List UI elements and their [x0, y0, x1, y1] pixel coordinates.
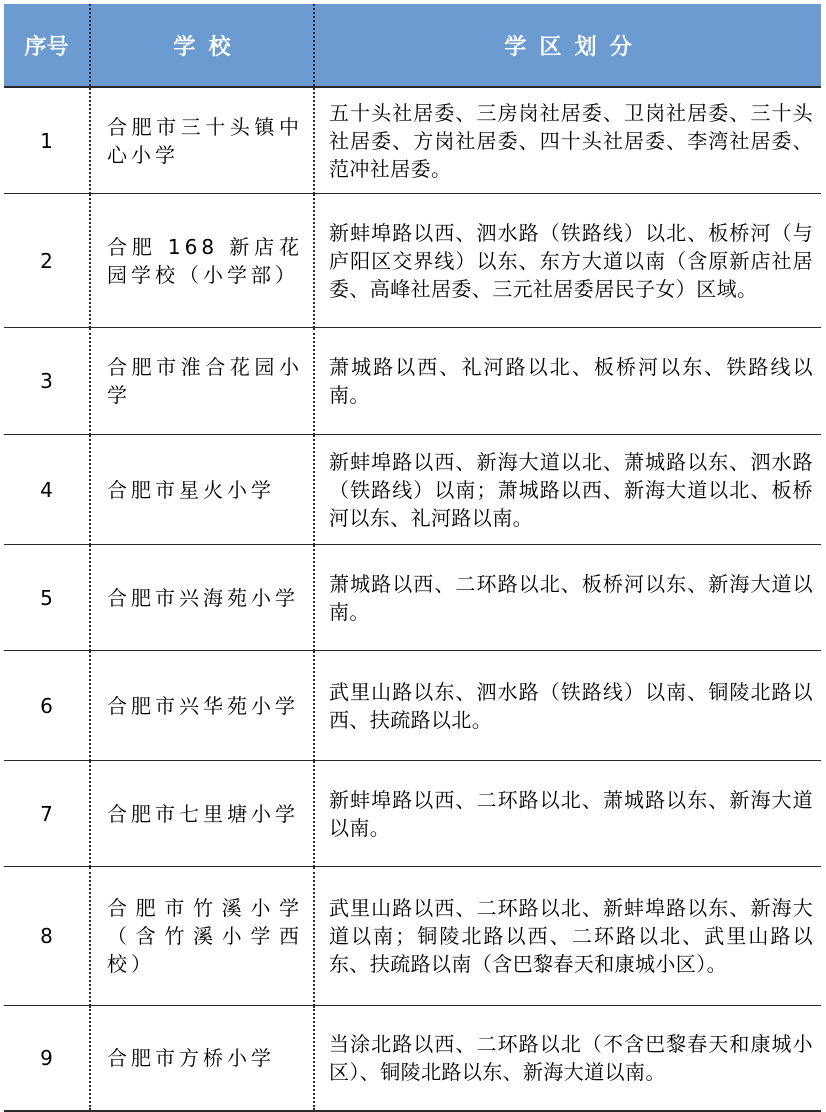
row-num: 9	[4, 1006, 90, 1112]
header-row	[4, 4, 821, 87]
row-area: 新蚌埠路以西、泗水路（铁路线）以北、板桥河（与庐阳区交界线）以东、东方大道以南（含原新店社居委、高峰社居委、三元社居委居民子女）区域。	[314, 194, 821, 328]
header-school: 学校	[90, 4, 314, 87]
header-area: 学区划分	[314, 4, 821, 87]
table-body	[4, 87, 821, 1111]
table-row	[4, 761, 821, 867]
row-area: 新蚌埠路以西、新海大道以北、萧城路以东、泗水路（铁路线）以南；萧城路以西、新海大道以北、板桥河以东、礼河路以南。	[314, 435, 821, 545]
table-row	[4, 651, 821, 761]
row-num: 5	[4, 545, 90, 651]
row-area: 当涂北路以西、二环路以北（不含巴黎春天和康城小区）、铜陵北路以东、新海大道以南。	[314, 1006, 821, 1112]
table-header	[4, 4, 821, 87]
row-num: 1	[4, 87, 90, 194]
row-school: 合肥市方桥小学	[90, 1006, 314, 1112]
row-school: 合肥市七里塘小学	[90, 761, 314, 867]
row-school: 合肥市兴华苑小学	[90, 651, 314, 761]
row-school: 合肥市淮合花园小学	[90, 328, 314, 435]
row-area: 萧城路以西、二环路以北、板桥河以东、新海大道以南。	[314, 545, 821, 651]
table-row	[4, 545, 821, 651]
table-row	[4, 194, 821, 328]
row-num: 7	[4, 761, 90, 867]
row-num: 2	[4, 194, 90, 328]
row-school: 合肥市兴海苑小学	[90, 545, 314, 651]
table-row	[4, 435, 821, 545]
school-district-table	[4, 4, 821, 1112]
table-row	[4, 1006, 821, 1112]
table-row	[4, 328, 821, 435]
header-num: 序号	[4, 4, 90, 87]
row-num: 8	[4, 867, 90, 1006]
row-area: 武里山路以东、泗水路（铁路线）以南、铜陵北路以西、扶疏路以北。	[314, 651, 821, 761]
row-area: 五十头社居委、三房岗社居委、卫岗社居委、三十头社居委、方岗社居委、四十头社居委、李湾社居委、范冲社居委。	[314, 87, 821, 194]
row-num: 3	[4, 328, 90, 435]
row-area: 萧城路以西、礼河路以北、板桥河以东、铁路线以南。	[314, 328, 821, 435]
row-area: 新蚌埠路以西、二环路以北、萧城路以东、新海大道以南。	[314, 761, 821, 867]
row-school: 合肥市三十头镇中心小学	[90, 87, 314, 194]
table-row	[4, 87, 821, 194]
row-school: 合肥市竹溪小学（含竹溪小学西校）	[90, 867, 314, 1006]
row-num: 6	[4, 651, 90, 761]
row-school: 合肥市星火小学	[90, 435, 314, 545]
row-area: 武里山路以西、二环路以北、新蚌埠路以东、新海大道以南；铜陵北路以西、二环路以北、武里山路以东、扶疏路以南（含巴黎春天和康城小区）。	[314, 867, 821, 1006]
row-school: 合肥 168 新店花园学校（小学部）	[90, 194, 314, 328]
table-row	[4, 867, 821, 1006]
row-num: 4	[4, 435, 90, 545]
